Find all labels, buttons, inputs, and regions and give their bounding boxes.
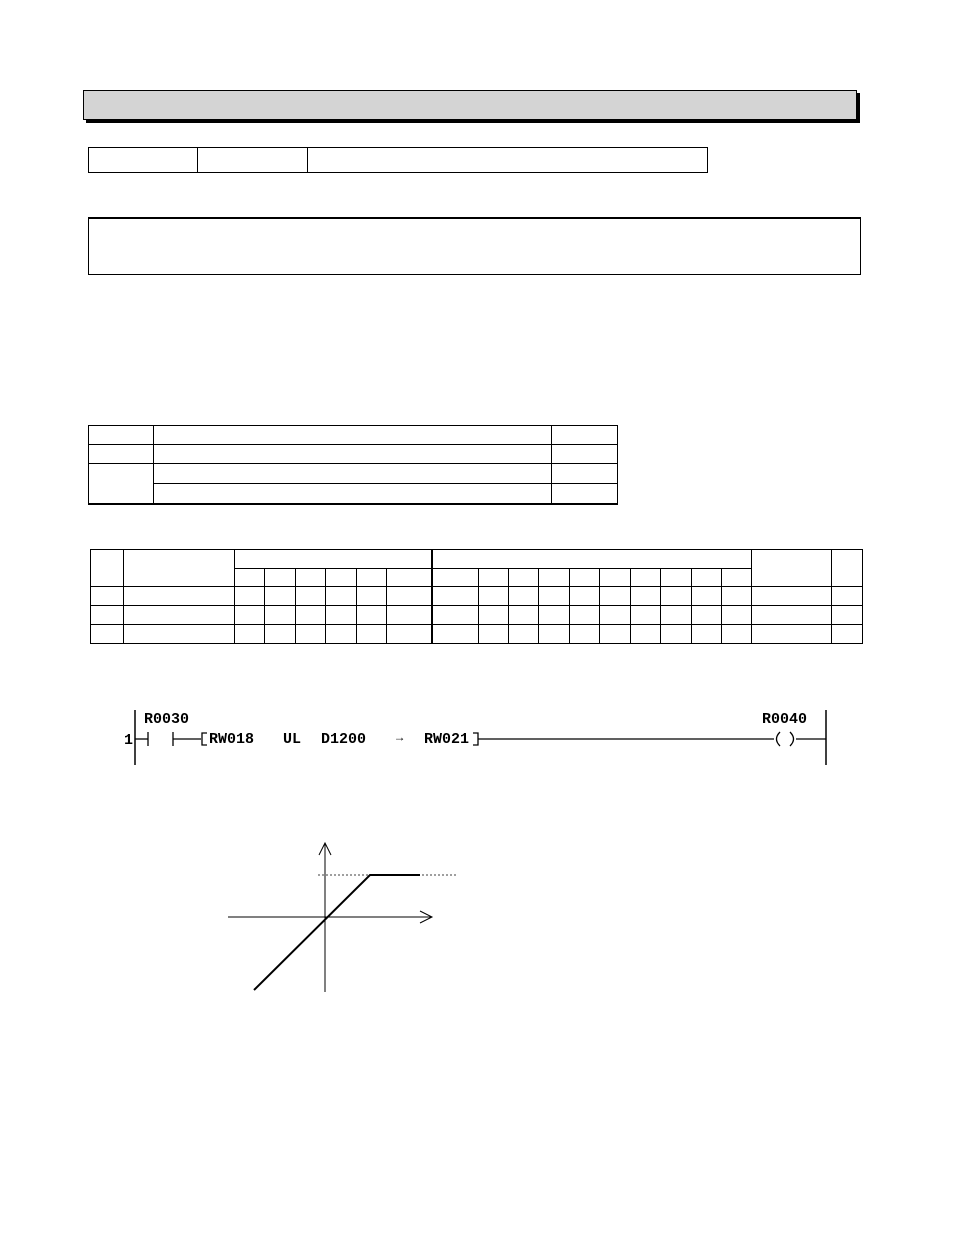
upper-limit-graph (220, 835, 470, 1000)
device-cell (295, 625, 325, 644)
step-number: 1 (124, 732, 134, 749)
device-cell (478, 606, 508, 625)
device-cell (432, 625, 478, 644)
param-cell (552, 426, 618, 445)
device-cell (124, 550, 235, 587)
device-subheader-cell (387, 569, 433, 587)
device-cell (91, 587, 124, 606)
instruction-close-bracket (473, 733, 478, 745)
device-cell (630, 587, 660, 606)
device-cell (356, 625, 386, 644)
parameter-table (88, 425, 618, 505)
device-cell (326, 625, 356, 644)
output-coil-label: R0040 (762, 711, 808, 728)
header-cell (89, 148, 198, 173)
device-cell (508, 625, 538, 644)
param-cell (154, 426, 552, 445)
device-cell (124, 606, 235, 625)
input-contact-label: R0030 (144, 711, 190, 728)
device-cell (356, 606, 386, 625)
device-cell (661, 606, 691, 625)
device-cell (661, 587, 691, 606)
param-cell (89, 464, 154, 504)
device-cell (722, 606, 752, 625)
device-cell (722, 625, 752, 644)
device-cell (691, 606, 721, 625)
device-cell (832, 550, 863, 587)
device-cell (569, 625, 599, 644)
device-cell (432, 606, 478, 625)
device-cell (832, 587, 863, 606)
device-cell (432, 587, 478, 606)
device-subheader-cell (691, 569, 721, 587)
coil-left-arc (777, 732, 781, 746)
header-cell (308, 148, 708, 173)
param-cell (552, 484, 618, 504)
device-subheader-cell (569, 569, 599, 587)
device-cell (539, 625, 569, 644)
device-cell (661, 625, 691, 644)
device-subheader-cell (722, 569, 752, 587)
device-subheader-cell (478, 569, 508, 587)
device-cell (91, 606, 124, 625)
device-cell (752, 625, 832, 644)
device-cell (600, 587, 630, 606)
device-subheader-cell (508, 569, 538, 587)
param-cell (89, 426, 154, 445)
device-cell (752, 587, 832, 606)
section-title-bar (83, 90, 857, 120)
instruction-mnemonic: UL (283, 731, 302, 748)
param-cell (552, 464, 618, 484)
device-cell (569, 587, 599, 606)
instruction-open-bracket (202, 733, 207, 745)
param-cell (552, 445, 618, 464)
device-cell (235, 625, 265, 644)
device-cell (539, 606, 569, 625)
device-subheader-cell (539, 569, 569, 587)
device-cell (752, 606, 832, 625)
device-cell (722, 587, 752, 606)
device-cell (326, 587, 356, 606)
device-cell (691, 625, 721, 644)
device-cell (91, 625, 124, 644)
coil-right-arc (790, 732, 794, 746)
device-cell (630, 606, 660, 625)
device-subheader-cell (326, 569, 356, 587)
instruction-header-table (88, 147, 708, 173)
ladder-diagram (110, 705, 840, 770)
device-cell (508, 587, 538, 606)
header-cell (198, 148, 308, 173)
device-cell (387, 625, 433, 644)
device-group-header (235, 550, 433, 569)
instruction-operand-b: D1200 (321, 731, 367, 748)
param-cell (154, 464, 552, 484)
device-cell (387, 587, 433, 606)
device-cell (691, 587, 721, 606)
device-cell (600, 625, 630, 644)
device-cell (356, 587, 386, 606)
limit-curve (254, 875, 420, 990)
device-subheader-cell (600, 569, 630, 587)
device-cell (265, 587, 295, 606)
param-cell (154, 484, 552, 504)
device-cell (235, 606, 265, 625)
device-cell (387, 606, 433, 625)
device-cell (124, 625, 235, 644)
device-cell (478, 625, 508, 644)
device-cell (600, 606, 630, 625)
device-cell (295, 587, 325, 606)
device-group-header (432, 550, 752, 569)
device-subheader-cell (630, 569, 660, 587)
device-cell (508, 606, 538, 625)
device-subheader-cell (295, 569, 325, 587)
device-subheader-cell (432, 569, 478, 587)
device-cell (630, 625, 660, 644)
device-subheader-cell (661, 569, 691, 587)
instruction-operand-a: RW018 (209, 731, 255, 748)
param-cell (89, 445, 154, 464)
device-cell (832, 606, 863, 625)
device-cell (752, 550, 832, 587)
instruction-destination: RW021 (424, 731, 470, 748)
device-subheader-cell (356, 569, 386, 587)
device-table (90, 549, 863, 644)
device-cell (265, 606, 295, 625)
device-cell (326, 606, 356, 625)
device-cell (832, 625, 863, 644)
device-cell (569, 606, 599, 625)
device-cell (124, 587, 235, 606)
device-cell (91, 550, 124, 587)
device-cell (478, 587, 508, 606)
device-cell (265, 625, 295, 644)
device-cell (235, 587, 265, 606)
device-cell (295, 606, 325, 625)
device-subheader-cell (235, 569, 265, 587)
param-cell (154, 445, 552, 464)
device-cell (539, 587, 569, 606)
instruction-arrow: → (396, 731, 404, 745)
device-subheader-cell (265, 569, 295, 587)
description-box (88, 217, 861, 275)
